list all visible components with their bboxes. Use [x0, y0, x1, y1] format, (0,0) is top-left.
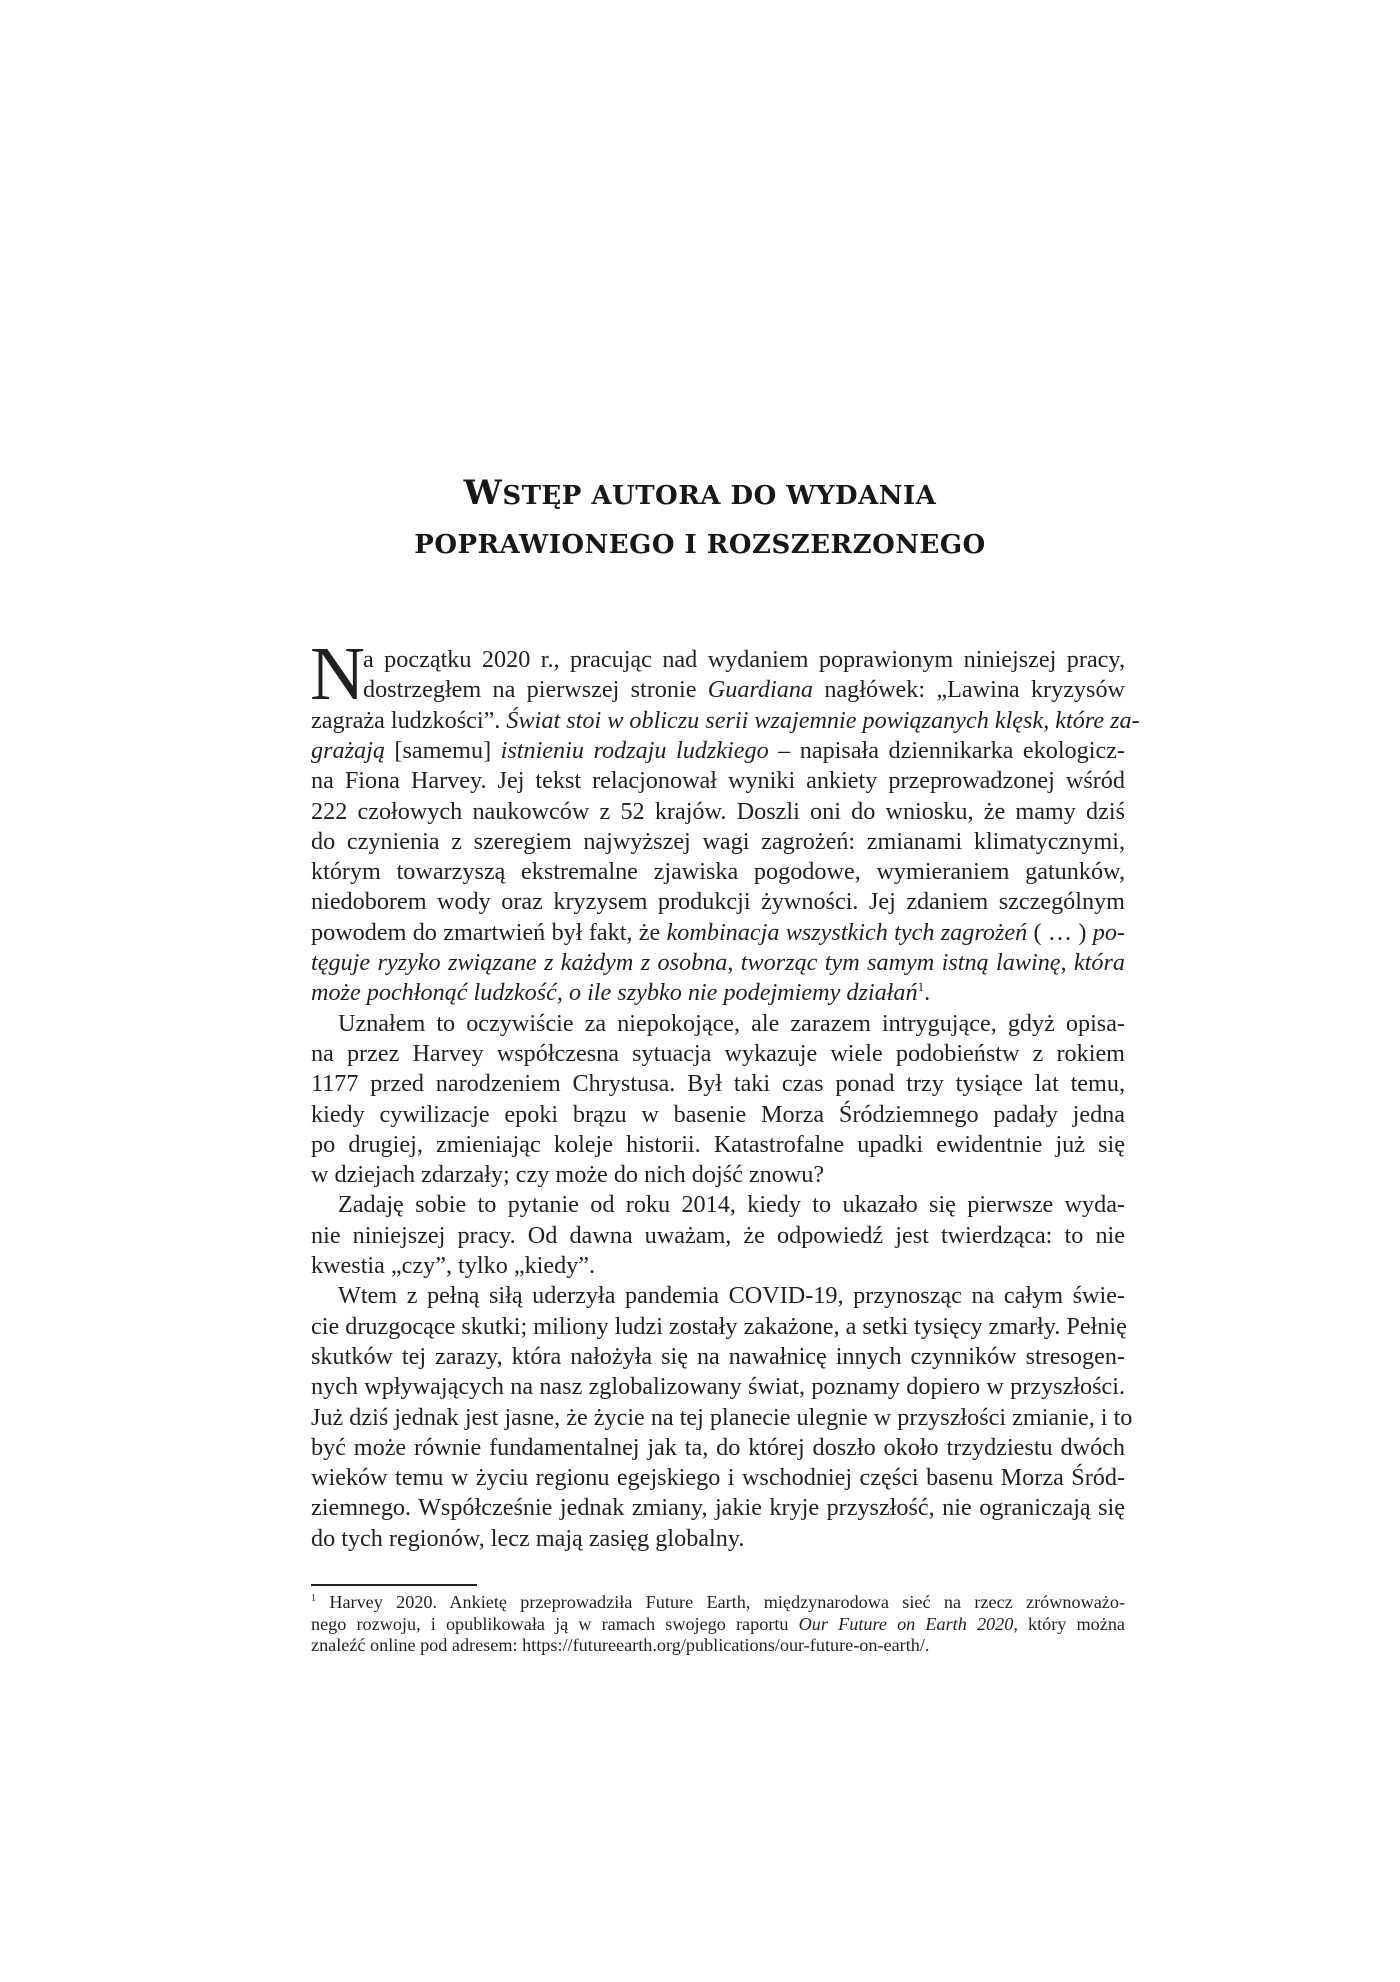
italic-quote: kombinacja wszystkich tych zagrożeń [666, 918, 1028, 946]
footnote-number: 1 [311, 1593, 316, 1604]
footnote-reference-1[interactable]: 1 [917, 979, 925, 995]
text-line: cie druzgocące skutki; miliony ludzi zostały zakażone, a setki tysięcy zmarły. Pełnię [311, 1312, 1127, 1340]
text-span: . [924, 979, 931, 1007]
text-line: skutków tej zarazy, która nałożyła się na nawałnicę innych czynników stresogen- [311, 1342, 1125, 1370]
text-line: nie niniejszej pracy. Od dawna uważam, że odpowiedź jest twierdząca: to nie [311, 1221, 1125, 1249]
title-line-1-rest: STĘP AUTORA DO WYDANIA [502, 481, 937, 511]
text-line: na przez Harvey współczesna sytuacja wykazuje wiele podobieństw z rokiem [311, 1039, 1125, 1067]
text-line: w dziejach zdarzały; czy może do nich dojść znowu? [311, 1161, 825, 1189]
chapter-title-line-1 [300, 467, 1100, 519]
text-line [311, 978, 1125, 1008]
text-line: a początku 2020 r., pracując nad wydaniem poprawionym niniejszej pracy, [363, 646, 1125, 673]
chapter-title-line-2: POPRAWIONEGO I ROZSZERZONEGO [414, 530, 986, 560]
text-line: którym towarzyszą ekstremalne zjawiska pogodowe, wymieraniem gatunków, [311, 858, 1125, 886]
footnote-line [311, 1614, 1125, 1636]
text-line: Wtem z pełną siłą uderzyła pandemia COVID-19, przynosząc na całym świe- [338, 1282, 1125, 1310]
text-line: nych wpływających na nasz zglobalizowany świat, poznamy dopiero w przyszłości. [311, 1373, 1125, 1401]
text-span: zagraża ludzkości”. [311, 706, 507, 734]
italic-quote: tęguje ryzyko związane z każdym z osobna, tworząc tym samym istną lawinę, która [311, 949, 1125, 976]
italic-report-title: Our Future on Earth 2020 [798, 1613, 1014, 1634]
title-initial: W [463, 473, 503, 513]
italic-title-guardian: Guardiana [707, 676, 814, 704]
italic-quote: Świat stoi w obliczu serii wzajemnie powiązanych klęsk, które za- [506, 706, 1140, 734]
text-line: ziemnego. Współcześnie jednak zmiany, jakie kryje przyszłość, nie ograniczają się [311, 1494, 1125, 1522]
text-line: kwestia „czy”, tylko „kiedy”. [311, 1252, 596, 1279]
text-line: na Fiona Harvey. Jej tekst relacjonował wyniki ankiety przeprowadzonej wśród [311, 767, 1125, 795]
text-line [311, 918, 1125, 948]
text-line: 1177 przed narodzeniem Chrystusa. Był taki czas ponad trzy tysiące lat temu, [311, 1070, 1125, 1098]
drop-cap: N [310, 632, 365, 716]
text-line [311, 948, 1125, 978]
text-line [311, 675, 1125, 705]
text-line: Uznałem to oczywiście za niepokojące, ale zarazem intrygujące, gdyż opisa- [338, 1009, 1125, 1037]
footnote-line [311, 1592, 1125, 1614]
italic-quote: grażają [311, 736, 385, 764]
text-span: nagłówek: „Lawina kryzysów [813, 676, 1126, 704]
text-span: [samemu] [384, 736, 501, 764]
text-line: do tych regionów, lecz mają zasięg globalny. [311, 1524, 745, 1552]
text-line: 222 czołowych naukowców z 52 krajów. Doszli oni do wniosku, że mamy dziś [311, 797, 1125, 825]
text-line: być może równie fundamentalnej jak ta, do której doszło około trzydziestu dwóch [311, 1433, 1125, 1461]
footnote-line[interactable]: znaleźć online pod adresem: https://futureearth.org/publications/our-future-on-earth/. [311, 1635, 930, 1655]
text-line: do czynienia z szeregiem najwyższej wagi zagrożeń: zmianami klimatycznymi, [311, 827, 1125, 855]
text-line: po drugiej, zmieniając koleje historii. Katastrofalne upadki ewidentnie już się [311, 1130, 1125, 1158]
text-line: Już dziś jednak jest jasne, że życie na tej planecie ulegnie w przyszłości zmianie, i to [311, 1403, 1133, 1431]
chapter-title [300, 467, 1100, 571]
italic-quote: po- [1092, 918, 1125, 946]
footnote-separator [311, 1584, 477, 1586]
text-span: , który można [1013, 1613, 1126, 1634]
text-span: ( … ) [1027, 918, 1093, 946]
text-line [311, 706, 1140, 736]
text-span: – napisała dziennikarka ekologicz- [768, 736, 1125, 764]
text-line: Zadaję sobie to pytanie od roku 2014, kiedy to ukazało się pierwsze wyda- [338, 1191, 1125, 1219]
text-span: Harvey 2020. Ankietę przeprowadziła Future Earth, międzynarodowa sieć na rzecz zrównoważo- [316, 1592, 1125, 1612]
text-span: nego rozwoju, i opublikowała ją w ramach swojego raportu [311, 1613, 799, 1634]
text-line: wieków temu w życiu regionu egejskiego i wschodniej części basenu Morza Śród- [311, 1464, 1125, 1492]
text-span: dostrzegłem na pierwszej stronie [363, 676, 708, 704]
italic-quote: istnieniu rodzaju ludzkiego [500, 736, 769, 764]
text-line: kiedy cywilizacje epoki brązu w basenie Morza Śródziemnego padały jedna [311, 1100, 1125, 1128]
text-span: powodem do zmartwień był fakt, że [311, 918, 667, 946]
text-line: niedoborem wody oraz kryzysem produkcji żywności. Jej zdaniem szczególnym [311, 888, 1125, 916]
italic-quote: może pochłonąć ludzkość, o ile szybko nie podejmiemy działań [311, 979, 918, 1007]
text-line [311, 736, 1125, 766]
